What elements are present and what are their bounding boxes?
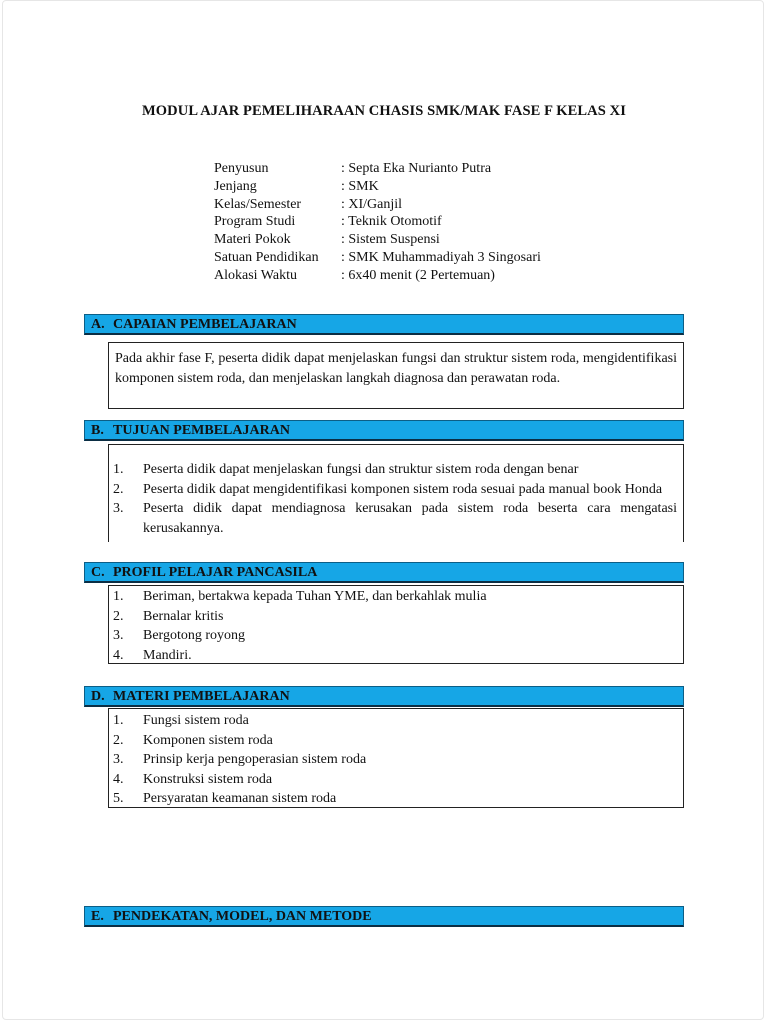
list-item bbox=[109, 750, 677, 770]
list-text: Peserta didik dapat mendiagnosa kerusakan pada sistem roda beserta cara mengatasi kerusakannya. bbox=[143, 501, 677, 536]
list-item bbox=[109, 480, 677, 500]
list-number: 4. bbox=[113, 647, 124, 663]
info-label: Satuan Pendidikan bbox=[214, 249, 319, 265]
section-heading-text: CAPAIAN PEMBELAJARAN bbox=[113, 317, 297, 332]
list-number: 1. bbox=[113, 713, 124, 728]
list-number: 3. bbox=[113, 752, 124, 767]
list-text: Komponen sistem roda bbox=[143, 732, 273, 748]
list-number: 1. bbox=[113, 462, 124, 477]
section-letter: A. bbox=[91, 317, 105, 332]
list-number: 2. bbox=[113, 608, 124, 624]
section-heading-profil bbox=[84, 562, 684, 583]
section-letter: C. bbox=[91, 565, 105, 580]
list-number: 1. bbox=[113, 589, 124, 604]
list-text: Prinsip kerja pengoperasian sistem roda bbox=[143, 752, 367, 767]
list-number: 3. bbox=[113, 628, 124, 643]
section-heading-text: PENDEKATAN, MODEL, DAN METODE bbox=[113, 909, 372, 924]
list-item bbox=[109, 731, 677, 751]
list-text: Peserta didik dapat mengidentifikasi komponen sistem roda sesuai pada manual book Honda bbox=[143, 481, 663, 497]
profil-list bbox=[109, 587, 683, 665]
info-table bbox=[214, 160, 541, 285]
list-item bbox=[109, 711, 677, 731]
list-number: 2. bbox=[113, 481, 124, 497]
list-item bbox=[109, 646, 677, 666]
info-row bbox=[214, 178, 541, 196]
info-value: : 6x40 menit (2 Pertemuan) bbox=[341, 267, 495, 283]
list-text: Mandiri. bbox=[143, 647, 192, 663]
materi-list bbox=[109, 711, 683, 809]
info-row bbox=[214, 231, 541, 249]
list-item bbox=[109, 460, 677, 480]
section-letter: B. bbox=[91, 423, 104, 438]
list-item bbox=[109, 587, 677, 607]
list-item bbox=[109, 499, 677, 538]
capaian-box bbox=[108, 342, 684, 409]
info-label: Program Studi bbox=[214, 214, 296, 230]
list-number: 3. bbox=[113, 501, 124, 516]
section-heading-text: MATERI PEMBELAJARAN bbox=[113, 689, 290, 704]
list-text: Bernalar kritis bbox=[143, 608, 224, 624]
profil-box bbox=[108, 585, 684, 664]
info-row bbox=[214, 267, 541, 285]
list-text: Beriman, bertakwa kepada Tuhan YME, dan berkahlak mulia bbox=[143, 589, 487, 604]
info-value: : Sistem Suspensi bbox=[341, 232, 440, 248]
section-heading-materi bbox=[84, 686, 684, 707]
info-label: Kelas/Semester bbox=[214, 196, 302, 212]
materi-box bbox=[108, 708, 684, 808]
list-number: 5. bbox=[113, 791, 124, 806]
section-letter: E. bbox=[91, 909, 104, 924]
info-value: : SMK bbox=[341, 178, 379, 194]
list-number: 2. bbox=[113, 732, 124, 748]
info-row bbox=[214, 249, 541, 267]
info-label: Materi Pokok bbox=[214, 232, 291, 248]
info-row bbox=[214, 213, 541, 231]
list-text: Persyaratan keamanan sistem roda bbox=[143, 791, 337, 806]
info-value: : XI/Ganjil bbox=[341, 196, 403, 212]
section-heading-text: PROFIL PELAJAR PANCASILA bbox=[113, 565, 318, 580]
section-heading-tujuan bbox=[84, 420, 684, 441]
section-heading-capaian bbox=[84, 314, 684, 335]
document-title: MODUL AJAR PEMELIHARAAN CHASIS SMK/MAK FASE F KELAS XI bbox=[142, 103, 626, 119]
list-item bbox=[109, 770, 677, 790]
info-row bbox=[214, 160, 541, 178]
list-text: Konstruksi sistem roda bbox=[143, 771, 273, 787]
info-value: : SMK Muhammadiyah 3 Singosari bbox=[341, 249, 541, 265]
list-item bbox=[109, 626, 677, 646]
info-row bbox=[214, 196, 541, 214]
tujuan-box bbox=[108, 444, 684, 542]
section-letter: D. bbox=[91, 689, 105, 704]
list-text: Peserta didik dapat menjelaskan fungsi dan struktur sistem roda dengan benar bbox=[143, 462, 579, 477]
list-text: Bergotong royong bbox=[143, 628, 246, 643]
section-heading-pendekatan bbox=[84, 906, 684, 927]
list-item bbox=[109, 607, 677, 627]
info-value: : Teknik Otomotif bbox=[341, 214, 442, 230]
tujuan-list bbox=[109, 460, 683, 538]
info-label: Alokasi Waktu bbox=[214, 267, 297, 283]
info-value: : Septa Eka Nurianto Putra bbox=[341, 161, 492, 176]
section-heading-text: TUJUAN PEMBELAJARAN bbox=[113, 423, 290, 438]
capaian-text: Pada akhir fase F, peserta didik dapat menjelaskan fungsi dan struktur sistem roda, mengidentifikasi komponen sistem roda, dan menjelaskan langkah diagnosa dan perawatan roda. bbox=[115, 351, 677, 386]
info-label: Penyusun bbox=[214, 161, 269, 176]
list-text: Fungsi sistem roda bbox=[143, 713, 249, 728]
list-item bbox=[109, 789, 677, 809]
list-number: 4. bbox=[113, 771, 124, 787]
info-label: Jenjang bbox=[214, 178, 257, 194]
